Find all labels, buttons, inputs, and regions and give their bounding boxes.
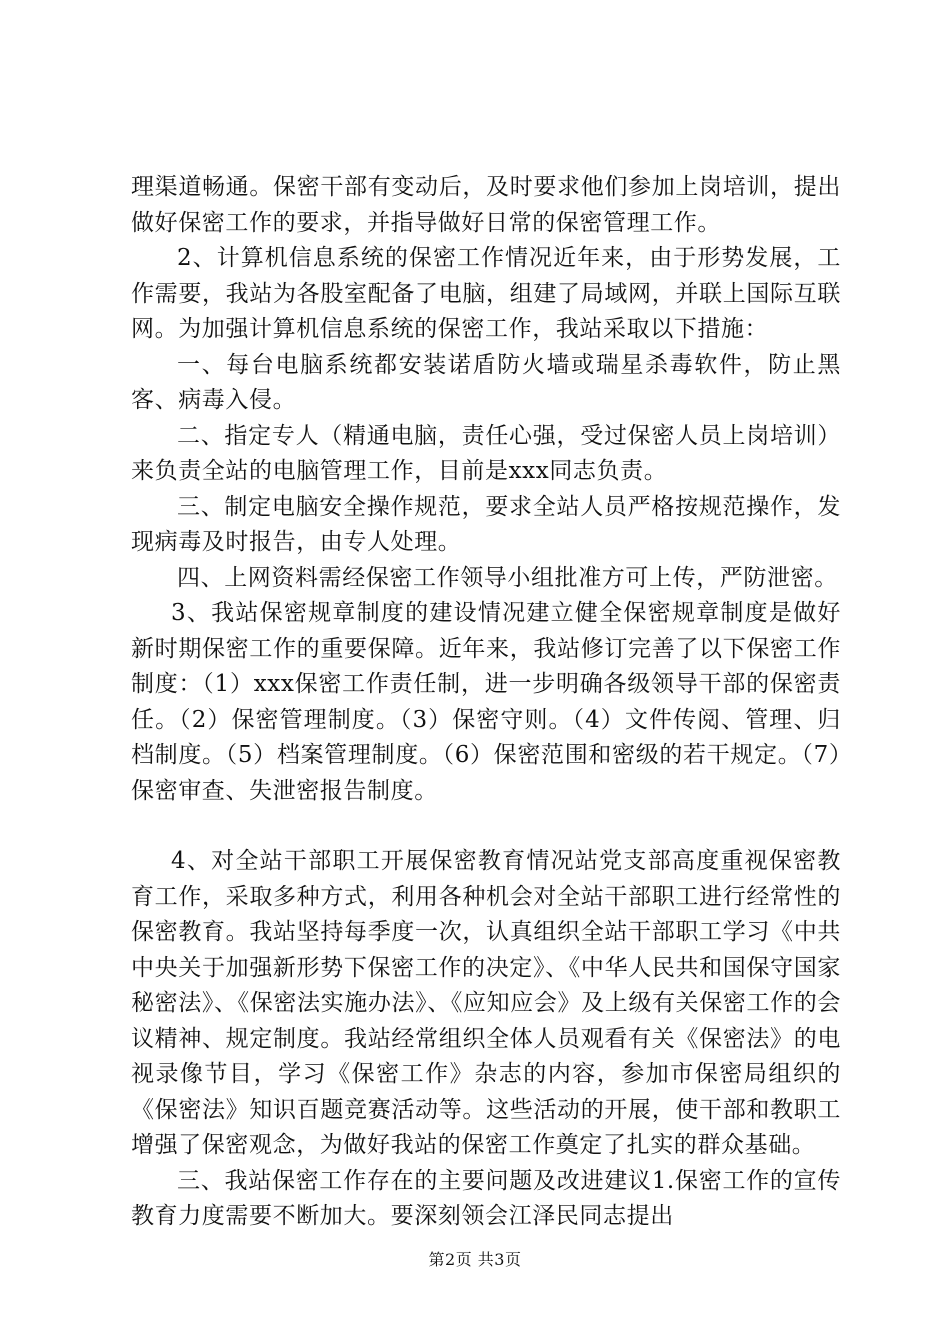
document-body <box>131 170 841 1235</box>
paragraph-1: 理渠道畅通。保密干部有变动后，及时要求他们参加上岗培训，提出做好保密工作的要求，并指导做好日常的保密管理工作。 <box>131 174 841 236</box>
paragraph-section-3: 三、我站保密工作存在的主要问题及改进建议1.保密工作的宣传教育力度需要不断加大。要深刻领会江泽民同志提出 <box>131 1167 841 1229</box>
page-footer: 第2页 共3页 <box>428 1250 522 1269</box>
paragraph-measure-2: 二、指定专人（精通电脑，责任心强，受过保密人员上岗培训）来负责全站的电脑管理工作，目前是xxx同志负责。 <box>131 422 841 484</box>
paragraph-measure-3: 三、制定电脑安全操作规范，要求全站人员严格按规范操作，发现病毒及时报告，由专人处理。 <box>131 493 841 555</box>
paragraph-measure-4: 四、上网资料需经保密工作领导小组批准方可上传，严防泄密。 <box>177 564 838 591</box>
paragraph-measure-1: 一、每台电脑系统都安装诺盾防火墙或瑞星杀毒软件，防止黑客、病毒入侵。 <box>131 351 841 413</box>
paragraph-3: 3、我站保密规章制度的建设情况建立健全保密规章制度是做好新时期保密工作的重要保障。近年来，我站修订完善了以下保密工作制度：（1）xxx保密工作责任制，进一步明确各级领导干部的保密责任。（2）保密管理制度。（3）保密守则。（4）文件传阅、管理、归档制度。（5）档案管理制度。（6）保密范围和密级的若干规定。（7）保密审查、失泄密报告制度。 <box>131 600 841 804</box>
paragraph-2: 2、计算机信息系统的保密工作情况近年来，由于形势发展，工作需要，我站为各股室配备了电脑，组建了局域网，并联上国际互联网。为加强计算机信息系统的保密工作，我站采取以下措施： <box>131 245 841 342</box>
paragraph-4: 4、对全站干部职工开展保密教育情况站党支部高度重视保密教育工作，采取多种方式，利用各种机会对全站干部职工进行经常性的保密教育。我站坚持每季度一次，认真组织全站干部职工学习《中共中央关于加强新形势下保密工作的决定》、《中华人民共和国保守国家秘密法》、《保密法实施办法》、《应知应会》及上级有关保密工作的会议精神、规定制度。我站经常组织全体人员观看有关《保密法》的电视录像节目，学习《保密工作》杂志的内容，参加市保密局组织的《保密法》知识百题竞赛活动等。这些活动的开展，使干部和教职工增强了保密观念，为做好我站的保密工作奠定了扎实的群众基础。 <box>131 848 841 1158</box>
